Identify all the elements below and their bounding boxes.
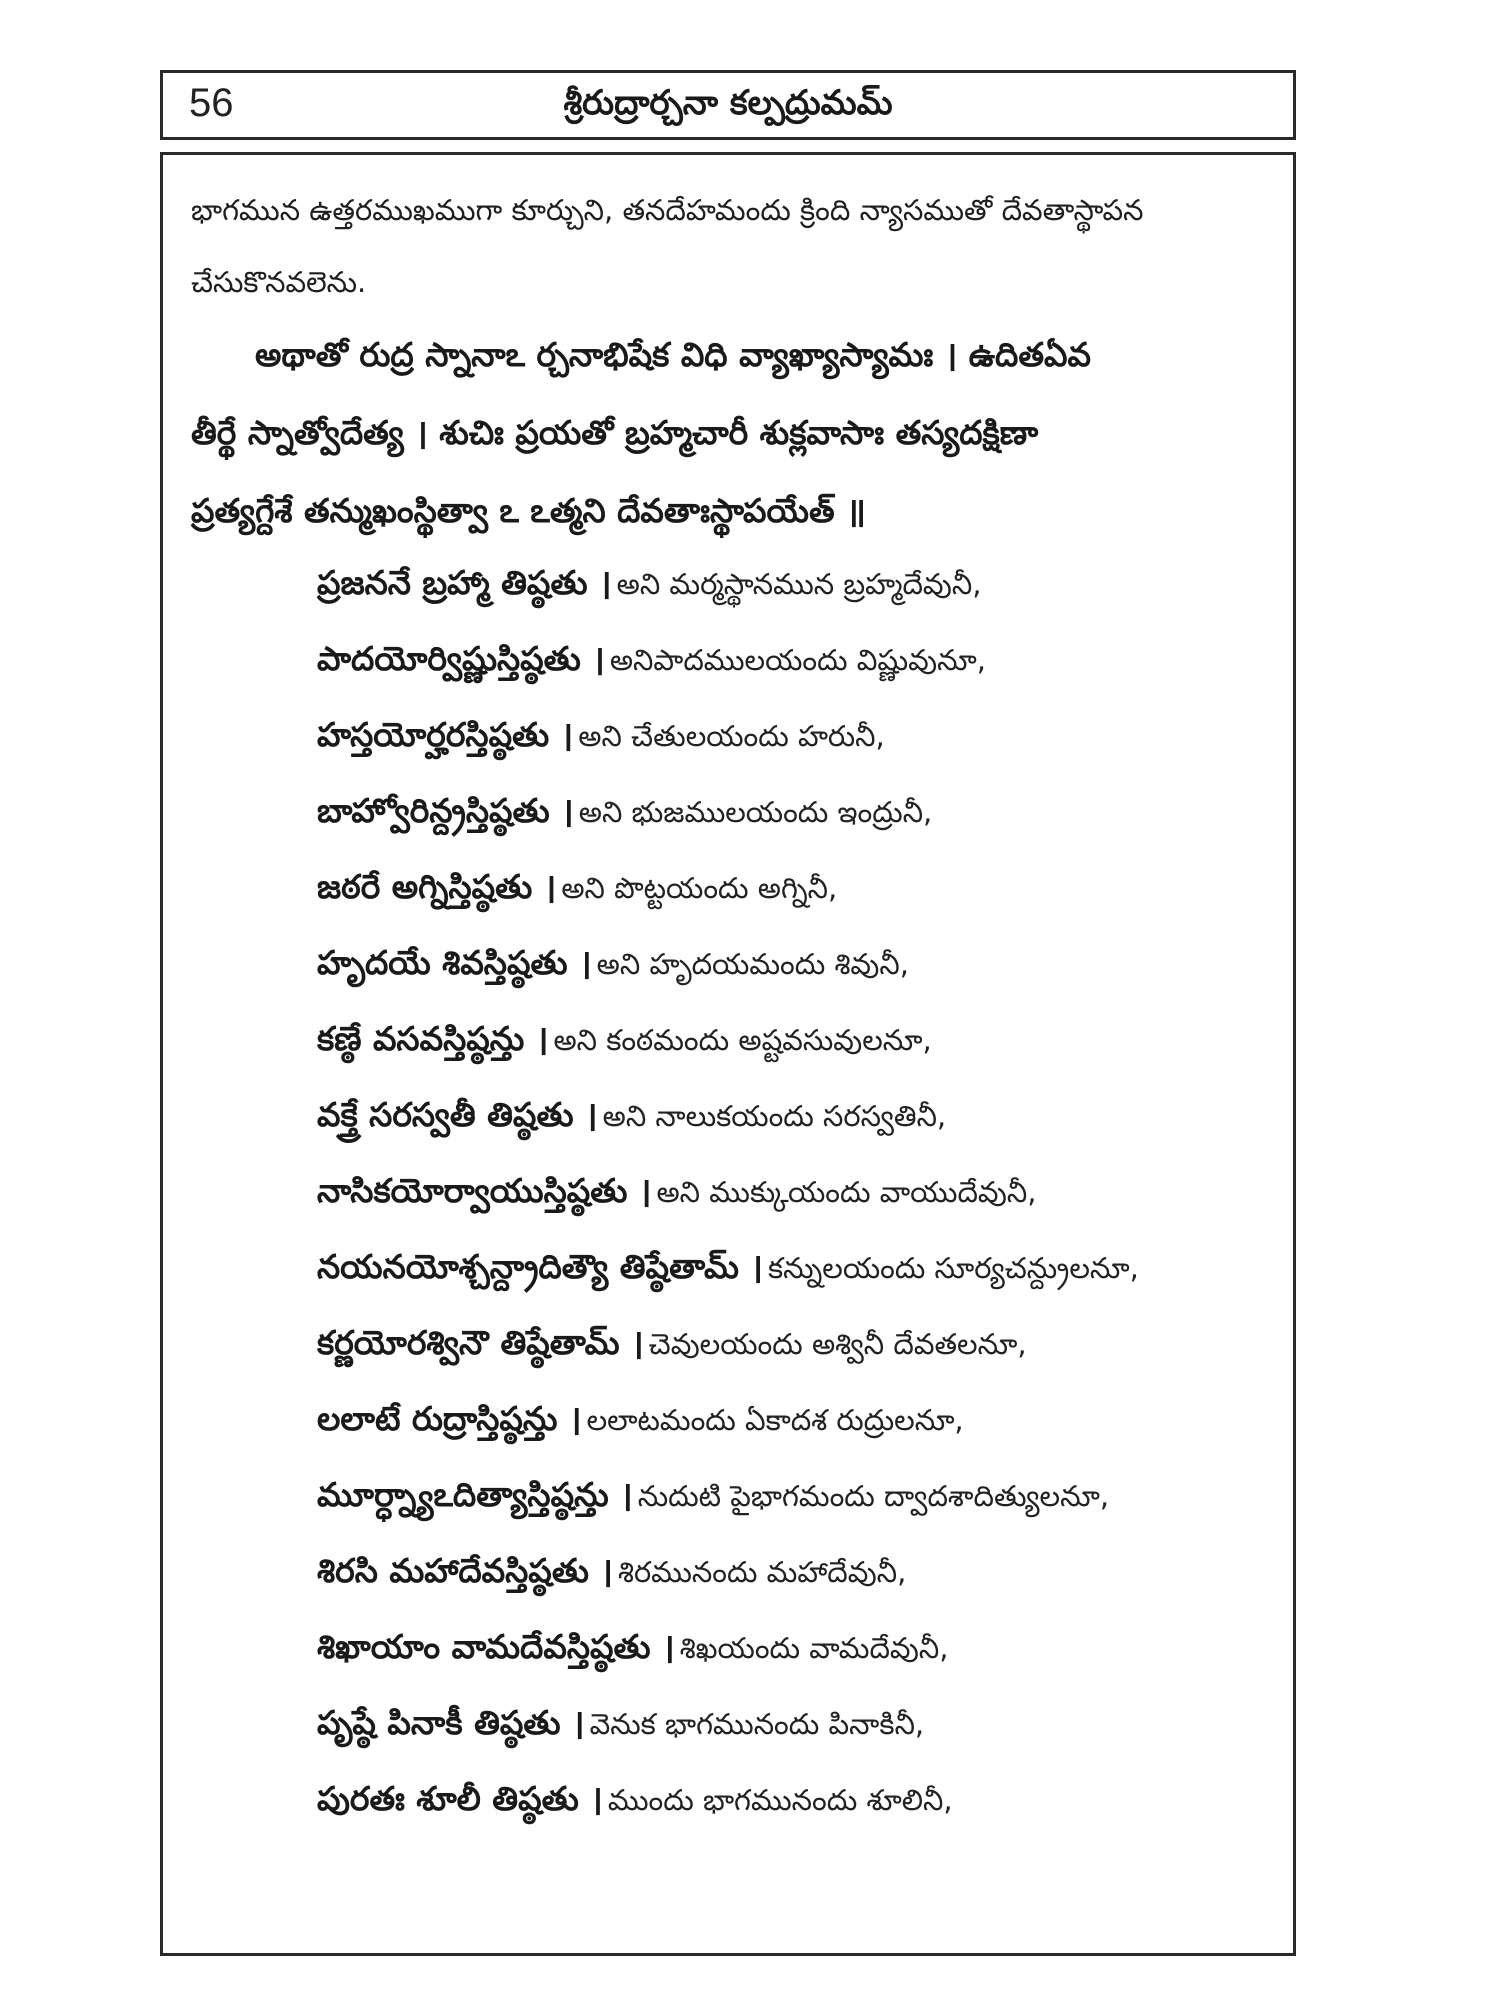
nyasa-line (317, 1779, 1267, 1826)
nyasa-mantra: వక్త్రే సరస్వతీ తిష్ఠతు । (317, 1095, 598, 1134)
nyasa-line (317, 943, 1267, 990)
nyasa-mantra: పురతః శూలీ తిష్ఠతు । (317, 1779, 603, 1818)
nyasa-line (317, 1019, 1267, 1066)
nyasa-mantra: హృదయే శివస్తిష్ఠతు । (317, 943, 592, 982)
nyasa-gloss: అని పొట్టయందు అగ్నినీ, (561, 871, 838, 905)
nyasa-line (317, 639, 1267, 686)
nyasa-gloss: అని చేతులయందు హరునీ, (578, 719, 885, 753)
nyasa-gloss: ముందు భాగమునందు శూలినీ, (607, 1783, 953, 1817)
page-header (160, 70, 1296, 140)
nyasa-mantra: నయనయోశ్చన్ద్రాదిత్యౌ తిష్ఠేతామ్ । (317, 1247, 763, 1286)
nyasa-gloss: అని నాలుకయందు సరస్వతినీ, (602, 1099, 947, 1133)
nyasa-mantra: శిఖాయాం వామదేవస్తిష్ఠతు । (317, 1627, 675, 1666)
nyasa-line (317, 563, 1267, 610)
nyasa-gloss: చెవులయందు అశ్వినీ దేవతలనూ, (648, 1327, 1027, 1361)
page-number: 56 (189, 81, 234, 125)
nyasa-line (317, 715, 1267, 762)
nyasa-line (317, 1703, 1267, 1750)
nyasa-gloss: కన్నులయందు సూర్యచన్ద్రులనూ, (767, 1251, 1139, 1285)
nyasa-line (317, 1095, 1267, 1142)
page-content (160, 152, 1296, 1956)
nyasa-mantra: మూర్ధ్న్యాఽదిత్యాస్తిష్ఠన్తు । (317, 1475, 633, 1514)
nyasa-line (317, 1323, 1267, 1370)
nyasa-mantra: నాసికయోర్వాయుస్తిష్ఠతు । (317, 1171, 652, 1210)
nyasa-mantra: కణ్ఠే వసవస్తిష్ఠన్తు । (317, 1019, 549, 1058)
book-title: శ్రీరుద్రార్చనా కల్పద్రుమమ్ (563, 83, 893, 123)
nyasa-gloss: శిఖయందు వామదేవునీ, (679, 1631, 949, 1665)
sloka-line: ప్రత్యగ్దేశే తన్ముఖంస్థిత్వా ఽ ఽత్మని దేవతాఃస్థాపయేత్ ॥ (191, 491, 866, 530)
nyasa-gloss: అని మర్మస్థానమున బ్రహ్మదేవునీ, (616, 567, 982, 601)
nyasa-mantra: పృష్ఠే పినాకీ తిష్ఠతు । (317, 1703, 585, 1742)
nyasa-line (317, 1475, 1267, 1522)
nyasa-mantra: కర్ణయోరశ్వినౌ తిష్ఠేతామ్ । (317, 1323, 644, 1362)
nyasa-line (317, 791, 1267, 838)
nyasa-gloss: అని ముక్కుయందు వాయుదేవునీ, (656, 1175, 1037, 1209)
nyasa-mantra: జఠరే అగ్నిస్తిష్ఠతు । (317, 867, 557, 906)
nyasa-gloss: అని కంఠమందు అష్టవసువులనూ, (553, 1023, 932, 1057)
nyasa-gloss: అనిపాదములయందు విష్ణువునూ, (609, 643, 987, 677)
sloka-line: అథాతో రుద్ర స్నానాఽ ర్చనాభిషేక విధి వ్యాఖ్యాస్యామః । ఉదితఏవ (255, 335, 1091, 374)
nyasa-mantra: పాదయోర్విష్ణుస్తిష్ఠతు । (317, 639, 605, 678)
intro-line: భాగమున ఉత్తరముఖముగా కూర్చుని, తనదేహమందు క్రింది న్యాసముతో దేవతాస్థాపన (191, 193, 1144, 227)
nyasa-mantra: ప్రజననే బ్రహ్మా తిష్ఠతు । (317, 563, 612, 602)
nyasa-line (317, 1627, 1267, 1674)
nyasa-line (317, 1551, 1267, 1598)
nyasa-mantra: శిరసి మహాదేవస్తిష్ఠతు । (317, 1551, 613, 1590)
nyasa-gloss: శిరమునందు మహాదేవునీ, (618, 1555, 907, 1589)
nyasa-line (317, 1171, 1267, 1218)
nyasa-line (317, 1247, 1267, 1294)
sloka-line: తీర్థే స్నాత్వోదేత్య । శుచిః ప్రయతో బ్రహ్మచారీ శుక్లవాసాః తస్యదక్షిణా (191, 413, 1039, 452)
nyasa-mantra: బాహ్వోరిన్ద్రస్తిష్ఠతు । (317, 791, 574, 830)
nyasa-mantra: హస్తయోర్హరస్తిష్ఠతు । (317, 715, 574, 754)
nyasa-gloss: అని హృదయమందు శివునీ, (596, 947, 909, 981)
nyasa-line (317, 867, 1267, 914)
nyasa-gloss: వెనుక భాగమునందు పినాకినీ, (589, 1707, 925, 1741)
nyasa-line (317, 1399, 1267, 1446)
nyasa-gloss: అని భుజములయందు ఇంద్రునీ, (578, 795, 933, 829)
nyasa-gloss: లలాటమందు ఏకాదశ రుద్రులనూ, (586, 1403, 964, 1437)
nyasa-mantra: లలాటే రుద్రాస్తిష్ఠన్తు । (317, 1399, 582, 1438)
nyasa-gloss: నుదుటి పైభాగమందు ద్వాదశాదిత్యులనూ, (637, 1479, 1110, 1513)
intro-line: చేసుకొనవలెను. (191, 265, 367, 299)
